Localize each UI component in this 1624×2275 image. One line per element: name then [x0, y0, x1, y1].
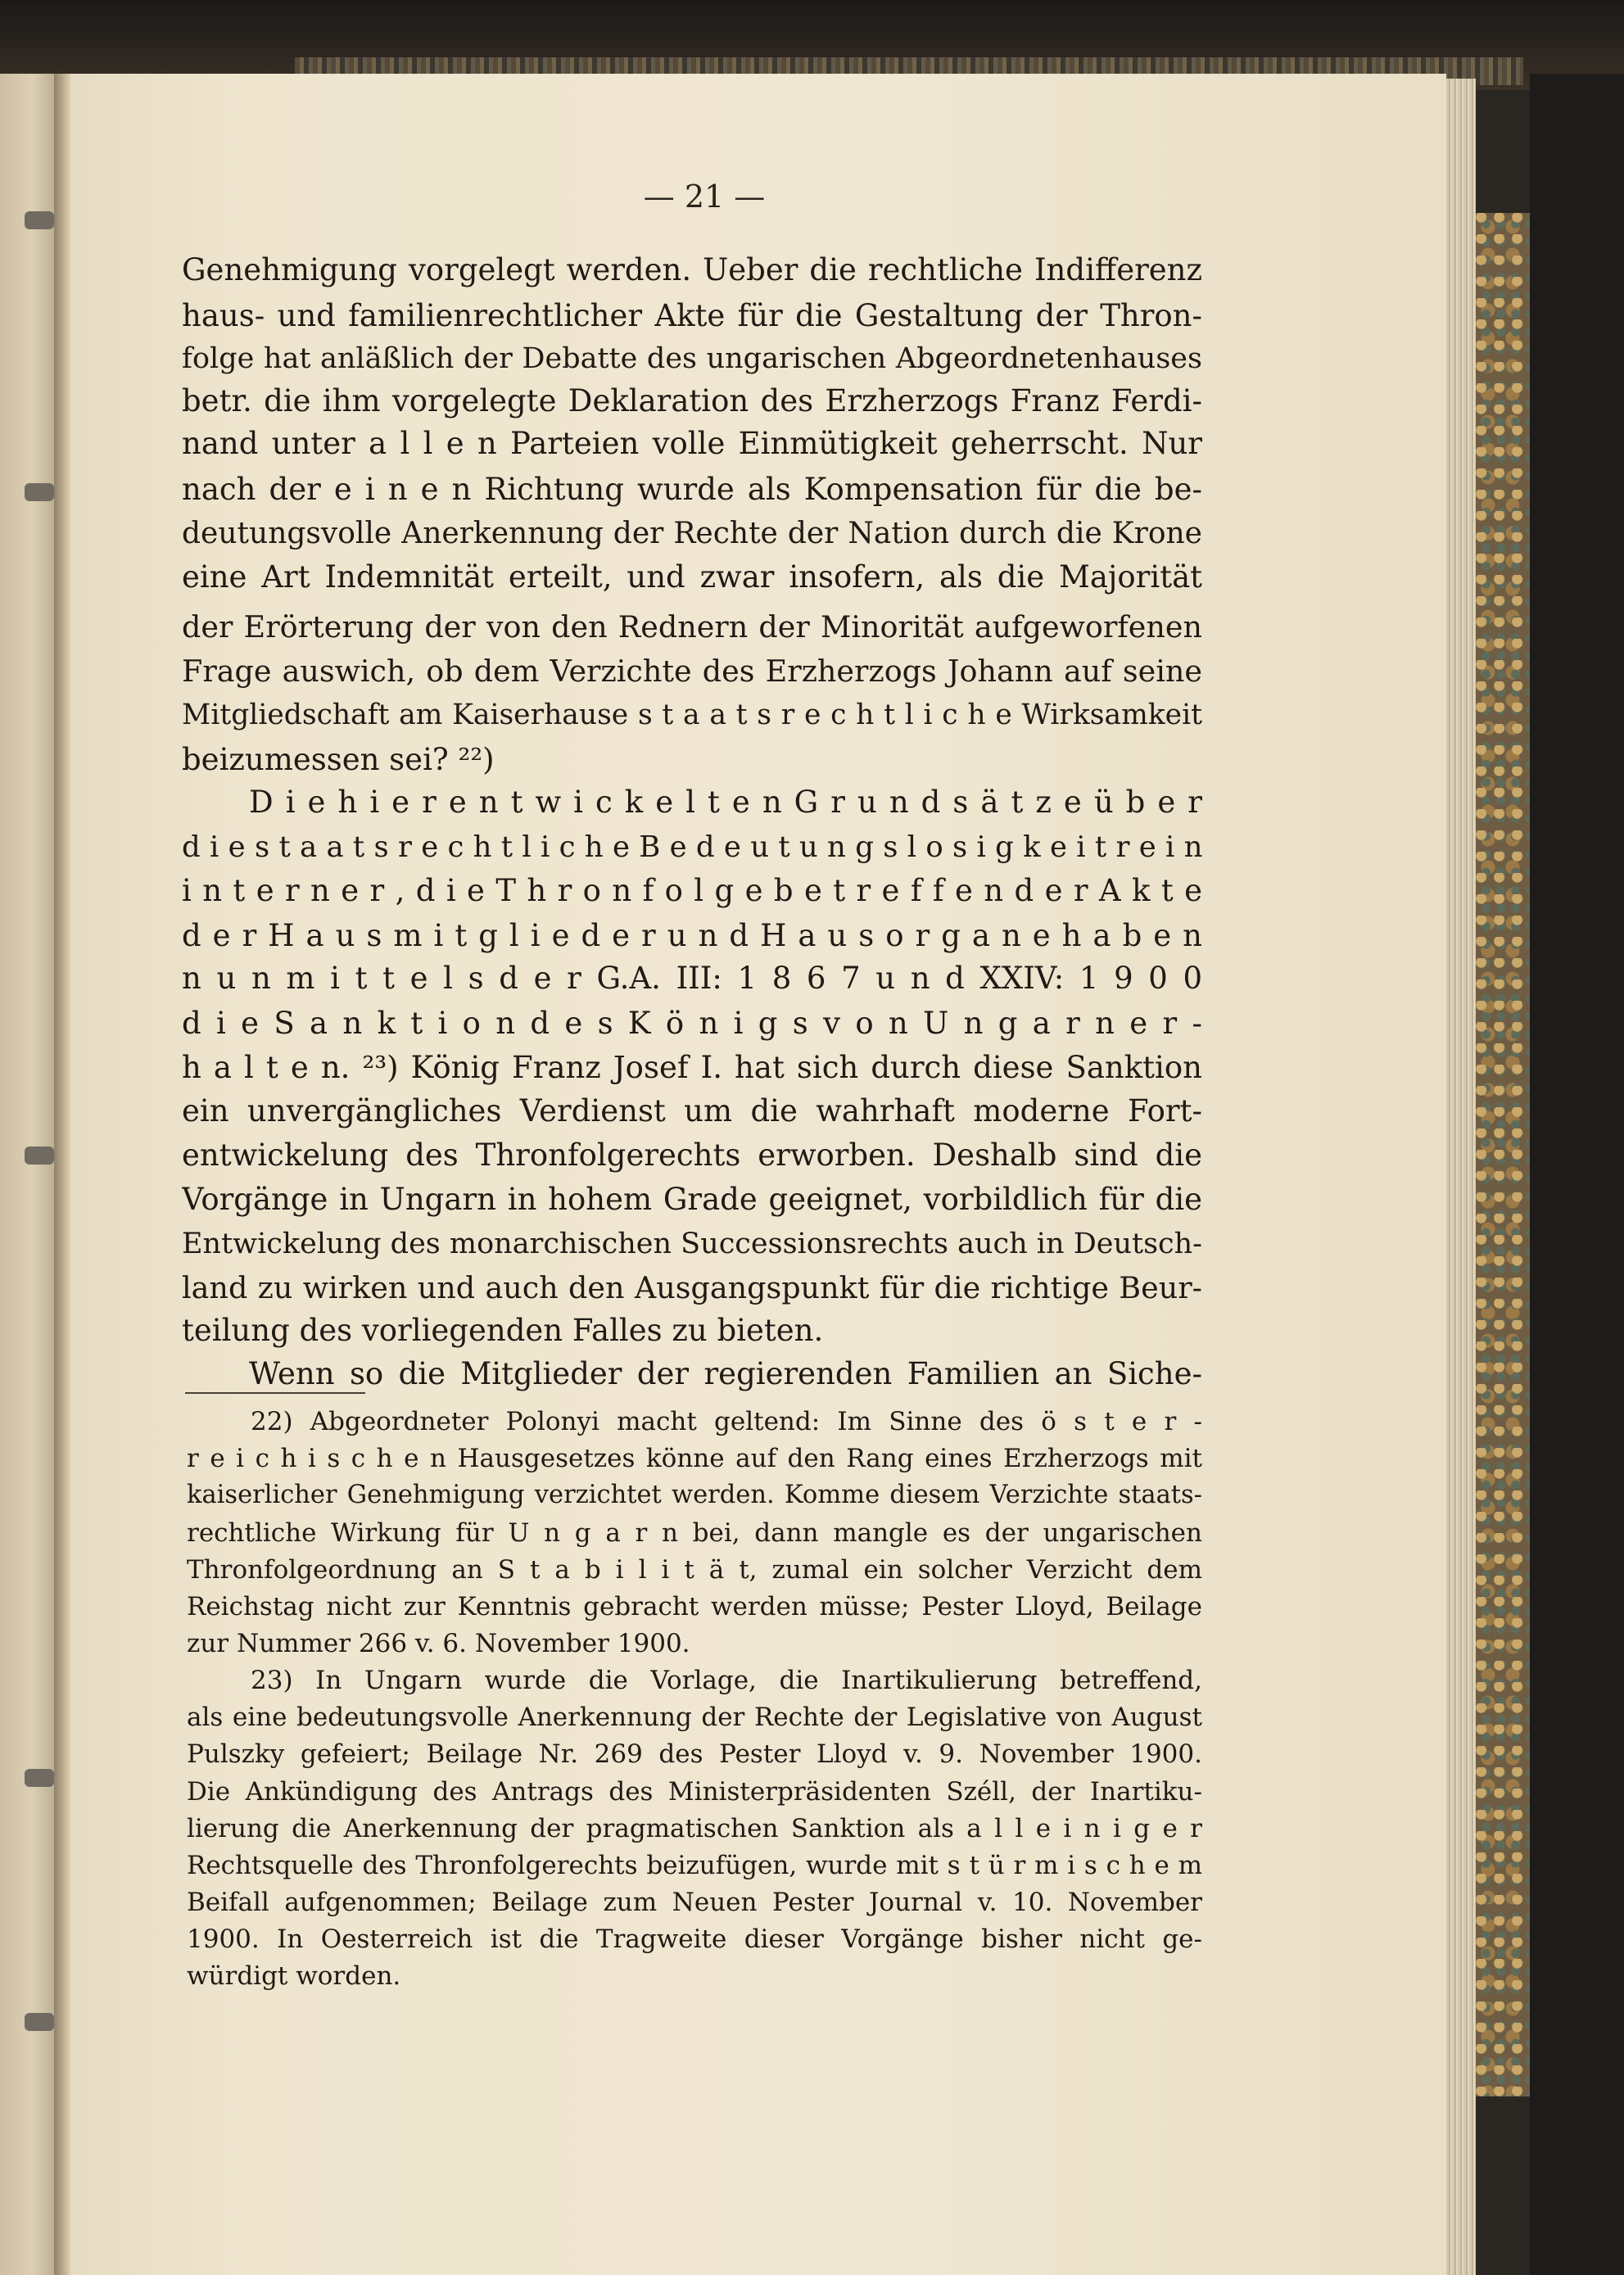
body-line: folge hat anläßlich der Debatte des ungarischen Abgeordnetenhauses [182, 342, 1202, 375]
body-line: i n t e r n e r , d i e T h r o n f o l g e b e t r e f f e n d e r A k t e [182, 873, 1202, 908]
body-line: nach der e i n e n Richtung wurde als Kompensation für die be- [182, 472, 1202, 507]
book-cover-right [1530, 74, 1624, 2275]
footnote-line: zur Nummer 266 v. 6. November 1900. [187, 1629, 690, 1658]
body-line: h a l t e n. ²³) König Franz Josef I. hat sich durch diese Sanktion [182, 1050, 1202, 1085]
footnote-line: Pulszky gefeiert; Beilage Nr. 269 des Pester Lloyd v. 9. November 1900. [187, 1739, 1202, 1769]
body-line: eine Art Indemnität erteilt, und zwar insofern, als die Majorität [182, 559, 1202, 595]
footnote-line: kaiserlicher Genehmigung verzichtet werden. Komme diesem Verzichte staats- [187, 1481, 1202, 1509]
body-line: deutungsvolle Anerkennung der Rechte der Nation durch die Krone [182, 517, 1202, 550]
body-line: Mitgliedschaft am Kaiserhause s t a a t s r e c h t l i c h e Wirksamkeit [182, 699, 1202, 731]
body-line: d i e S a n k t i o n d e s K ö n i g s v o n U n g a r n e r - [182, 1006, 1202, 1041]
body-line: beizumessen sei? ²²) [182, 742, 495, 777]
footnote-line: r e i c h i s c h e n Hausgesetzes könne auf den Rang eines Erzherzogs mit [187, 1444, 1202, 1473]
page-gutter [54, 74, 72, 2275]
body-line: Vorgänge in Ungarn in hohem Grade geeignet, vorbildlich für die [182, 1182, 1202, 1217]
body-line: Entwickelung des monarchischen Successionsrechts auch in Deutsch- [182, 1228, 1202, 1260]
footnote-line: Die Ankündigung des Antrags des Ministerpräsidenten Széll, der Inartiku- [187, 1777, 1202, 1807]
page-number: — 21 — [643, 179, 766, 215]
body-line: entwickelung des Thronfolgerechts erworben. Deshalb sind die [182, 1138, 1202, 1173]
footnote-line: lierung die Anerkennung der pragmatischen Sanktion als a l l e i n i g e r [187, 1814, 1202, 1843]
binding-thread [25, 483, 54, 501]
footnote-line: würdigt worden. [187, 1961, 401, 1991]
footnote-line: rechtliche Wirkung für U n g a r n bei, dann mangle es der ungarischen [187, 1518, 1202, 1548]
marbled-endpaper [1476, 213, 1530, 2096]
footnote-line: als eine bedeutungsvolle Anerkennung der Rechte der Legislative von August [187, 1703, 1202, 1732]
binding-thread [25, 2013, 54, 2031]
footnote-line: 23) In Ungarn wurde die Vorlage, die Inartikulierung betreffend, [251, 1666, 1202, 1695]
footnote-rule [185, 1392, 365, 1394]
footnote-line: Reichstag nicht zur Kenntnis gebracht werden müsse; Pester Lloyd, Beilage [187, 1592, 1202, 1621]
body-line: land zu wirken und auch den Ausgangspunkt für die richtige Beur- [182, 1270, 1202, 1305]
binding-thread [25, 1147, 54, 1165]
binding-thread [25, 1769, 54, 1787]
body-line: d e r H a u s m i t g l i e d e r u n d H a u s o r g a n e h a b e n [182, 918, 1202, 953]
footnote-line: 1900. In Oesterreich ist die Tragweite dieser Vorgänge bisher nicht ge- [187, 1924, 1202, 1954]
footnote-line: Thronfolgeordnung an S t a b i l i t ä t, zumal ein solcher Verzicht dem [187, 1555, 1202, 1585]
body-line: Wenn so die Mitglieder der regierenden Familien an Siche- [249, 1356, 1202, 1391]
body-line: der Erörterung der von den Rednern der Minorität aufgeworfenen [182, 609, 1202, 645]
body-line: D i e h i e r e n t w i c k e l t e n G r u n d s ä t z e ü b e r [249, 785, 1202, 820]
body-line: Frage auswich, ob dem Verzichte des Erzherzogs Johann auf seine [182, 654, 1202, 689]
body-line: n u n m i t t e l s d e r G.A. III: 1 8 6 7 u n d XXIV: 1 9 0 0 [182, 961, 1202, 996]
footnote-line: Beifall aufgenommen; Beilage zum Neuen Pester Journal v. 10. November [187, 1888, 1202, 1917]
body-line: d i e s t a a t s r e c h t l i c h e B e d e u t u n g s l o s i g k e i t r e i n [182, 830, 1202, 864]
body-line: nand unter a l l e n Parteien volle Einmütigkeit geherrscht. Nur [182, 426, 1202, 461]
footnote-line: 22) Abgeordneter Polonyi macht geltend: Im Sinne des ö s t e r - [251, 1407, 1202, 1436]
footnote-line: Rechtsquelle des Thronfolgerechts beizufügen, wurde mit s t ü r m i s c h e m [187, 1851, 1202, 1880]
binding-thread [25, 211, 54, 229]
body-line: ein unvergängliches Verdienst um die wahrhaft moderne Fort- [182, 1093, 1202, 1128]
page-block-edges [1446, 79, 1476, 2275]
left-page-edge [0, 74, 59, 2275]
body-line: haus- und familienrechtlicher Akte für die Gestaltung der Thron- [182, 298, 1202, 333]
body-line: teilung des vorliegenden Falles zu bieten. [182, 1313, 824, 1348]
body-line: betr. die ihm vorgelegte Deklaration des Erzherzogs Franz Ferdi- [182, 383, 1202, 418]
body-line: Genehmigung vorgelegt werden. Ueber die rechtliche Indifferenz [182, 252, 1202, 287]
